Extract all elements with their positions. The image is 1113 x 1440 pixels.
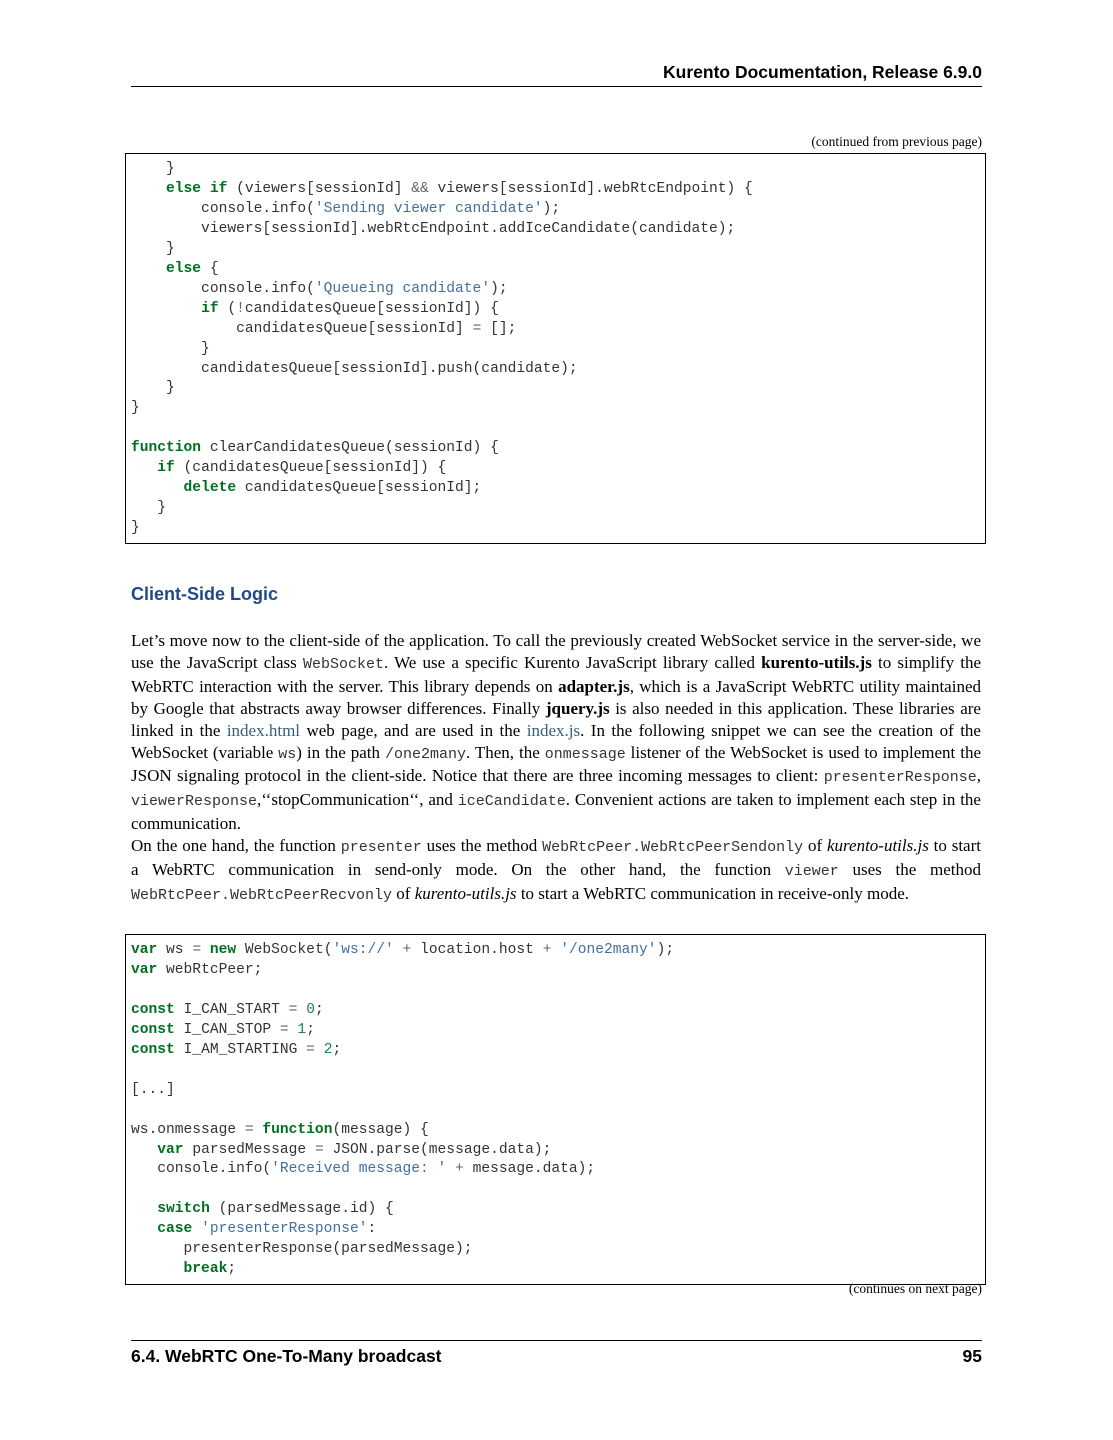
code-token: = bbox=[306, 1041, 315, 1058]
code-token: } bbox=[131, 240, 175, 257]
code-token: function bbox=[131, 440, 202, 457]
code-token: = bbox=[279, 1021, 289, 1038]
code-token: && bbox=[411, 180, 429, 197]
code-token: new bbox=[209, 942, 237, 958]
text-run: listener of the WebSocket is used to implement the JSON signaling protocol in the client-side. Notice that there are three incoming messages to client: bbox=[131, 742, 981, 786]
code-line bbox=[131, 1021, 980, 1041]
code-token: = bbox=[314, 1141, 324, 1158]
code-token bbox=[201, 181, 210, 197]
code-token: function bbox=[262, 1121, 333, 1138]
code-token: console.info( bbox=[131, 1161, 272, 1178]
code-token: console.info( bbox=[131, 280, 315, 297]
text-run: to simplify the WebRTC interaction with the server. This library depends on bbox=[131, 652, 982, 696]
code-token: 1 bbox=[297, 1021, 307, 1038]
code-line bbox=[131, 1240, 980, 1260]
code-token: (candidatesQueue[sessionId]) { bbox=[174, 460, 447, 477]
code-token: 0 bbox=[306, 1001, 315, 1018]
text-run: to start a WebRTC communication in send-only mode. On the other hand, the function bbox=[131, 836, 981, 879]
text-run: On the one hand, the function bbox=[131, 836, 341, 855]
code-token: (parsedMessage.id) { bbox=[209, 1201, 394, 1218]
code-token: } bbox=[131, 520, 140, 537]
text-run: /one2many bbox=[384, 745, 466, 763]
text-run: WebSocket bbox=[302, 655, 384, 673]
code-line bbox=[131, 499, 980, 519]
code-line bbox=[131, 200, 980, 220]
code-token: '/one2many' bbox=[560, 942, 657, 958]
code-line bbox=[131, 1141, 980, 1161]
code-token: { bbox=[201, 260, 219, 277]
code-line bbox=[131, 1121, 980, 1141]
code-token: viewers[sessionId].webRtcEndpoint) { bbox=[428, 180, 753, 197]
code-token: var bbox=[157, 1141, 184, 1158]
code-token: var bbox=[131, 961, 158, 978]
code-token: ! bbox=[236, 300, 245, 317]
text-run: presenter bbox=[340, 839, 422, 856]
text-run: Let’s move now to the client-side of the application. To call the previously created WebSocket service in the server-side, we use the JavaScript class bbox=[131, 631, 981, 672]
code-line bbox=[131, 379, 980, 399]
footer-rule bbox=[131, 1340, 982, 1341]
code-token: = bbox=[244, 1121, 254, 1138]
code-token: candidatesQueue[sessionId].push(candidate); bbox=[131, 360, 578, 377]
code-token bbox=[297, 1002, 306, 1018]
code-token: [...] bbox=[131, 1081, 175, 1098]
code-line bbox=[131, 1200, 980, 1220]
page-number: 95 bbox=[962, 1346, 982, 1366]
code-token bbox=[131, 1261, 184, 1277]
code-line bbox=[131, 459, 980, 479]
code-token: = bbox=[192, 942, 202, 958]
code-line bbox=[131, 419, 980, 439]
text-run: onmessage bbox=[544, 745, 626, 763]
text-run: WebRtcPeer.WebRtcPeerSendonly bbox=[542, 839, 804, 856]
code-token bbox=[131, 460, 157, 476]
code-token: ); bbox=[490, 280, 508, 297]
code-token: switch bbox=[157, 1201, 210, 1218]
paragraph-intro bbox=[131, 630, 981, 835]
code-token bbox=[551, 942, 560, 958]
code-line bbox=[131, 220, 980, 240]
code-token bbox=[131, 181, 166, 197]
code-line bbox=[131, 1101, 980, 1121]
code-line bbox=[131, 479, 980, 499]
code-token: + bbox=[542, 942, 552, 958]
code-token: JSON.parse(message.data); bbox=[323, 1141, 552, 1158]
code-token: 2 bbox=[323, 1041, 333, 1058]
code-token: 'ws://' bbox=[332, 942, 394, 958]
code-token: ; bbox=[306, 1021, 315, 1038]
code-token: ; bbox=[227, 1261, 237, 1278]
code-line bbox=[131, 240, 980, 260]
code-token: : bbox=[367, 1221, 377, 1238]
section-heading: Client-Side Logic bbox=[131, 584, 279, 604]
code-token: location.host bbox=[411, 942, 543, 958]
code-block-server bbox=[125, 153, 986, 544]
code-token: clearCandidatesQueue(sessionId) { bbox=[201, 440, 499, 457]
continued-from-note: (continued from previous page) bbox=[811, 134, 982, 149]
code-token: candidatesQueue[sessionId] bbox=[131, 320, 473, 337]
text-run: presenterResponse bbox=[823, 769, 977, 787]
code-token bbox=[131, 261, 166, 277]
code-token: ws bbox=[157, 942, 193, 958]
code-token bbox=[131, 1221, 157, 1237]
code-line bbox=[131, 160, 980, 180]
text-run: adapter.js bbox=[558, 676, 630, 696]
code-token: 'Sending viewer candidate' bbox=[314, 200, 543, 217]
code-token: ; bbox=[314, 1001, 324, 1018]
code-line bbox=[131, 941, 980, 961]
code-token: } bbox=[131, 500, 167, 517]
text-run: uses the method bbox=[421, 836, 543, 855]
code-token: presenterResponse(parsedMessage); bbox=[131, 1241, 473, 1258]
code-line bbox=[131, 180, 980, 200]
text-run: is also needed in this application. These libraries are linked in the bbox=[131, 698, 981, 740]
text-run: kurento-utils.js bbox=[761, 652, 872, 672]
code-token: + bbox=[455, 1161, 464, 1178]
code-token: 'Received message: ' bbox=[271, 1161, 447, 1178]
text-run: . We use a specific Kurento JavaScript library called bbox=[383, 652, 762, 672]
code-token: ); bbox=[542, 200, 561, 217]
code-line bbox=[131, 1260, 980, 1280]
code-token: const bbox=[131, 1001, 175, 1018]
code-token: (viewers[sessionId] bbox=[227, 180, 412, 197]
code-token: message.data); bbox=[463, 1161, 596, 1178]
code-token bbox=[192, 1221, 201, 1237]
text-run: jquery.js bbox=[545, 698, 610, 718]
code-token bbox=[394, 942, 403, 958]
text-run: , which is a JavaScript WebRTC utility maintained by Google that abstracts away browser differences. Finally bbox=[131, 676, 981, 718]
text-run: ws bbox=[278, 745, 297, 763]
code-token bbox=[315, 1042, 324, 1058]
code-line bbox=[131, 1061, 980, 1081]
code-token: else bbox=[166, 260, 202, 277]
code-line bbox=[131, 360, 980, 380]
text-run: to start a WebRTC communication in receive-only mode. bbox=[516, 883, 910, 903]
text-run: iceCandidate bbox=[457, 793, 566, 811]
code-token bbox=[131, 301, 201, 317]
code-token: + bbox=[402, 942, 412, 958]
code-line bbox=[131, 280, 980, 300]
text-run: viewerResponse bbox=[131, 793, 258, 811]
text-run: of bbox=[803, 836, 827, 855]
code-token: I_CAN_START bbox=[174, 1001, 289, 1018]
code-token: 'presenterResponse' bbox=[201, 1221, 368, 1238]
code-token bbox=[131, 1201, 157, 1217]
code-line bbox=[131, 981, 980, 1001]
code-line bbox=[131, 961, 980, 981]
text-run: WebRtcPeer.WebRtcPeerRecvonly bbox=[131, 886, 393, 904]
text-run: kurento-utils.js bbox=[827, 836, 929, 855]
text-run: uses the method bbox=[838, 859, 981, 879]
code-token bbox=[201, 942, 210, 958]
code-line bbox=[131, 320, 980, 340]
text-run: web page, and are used in the bbox=[300, 720, 527, 740]
code-token: 'Queueing candidate' bbox=[314, 280, 491, 297]
code-line bbox=[131, 300, 980, 320]
code-line bbox=[131, 1180, 980, 1200]
header-rule bbox=[131, 86, 982, 87]
code-line bbox=[131, 260, 980, 280]
text-run: , bbox=[976, 766, 981, 786]
code-line bbox=[131, 439, 980, 459]
code-line bbox=[131, 1160, 980, 1180]
code-line bbox=[131, 1041, 980, 1061]
code-token: var bbox=[131, 942, 158, 958]
code-token: = bbox=[288, 1001, 298, 1018]
code-token bbox=[446, 1161, 455, 1177]
code-token: I_CAN_STOP bbox=[174, 1021, 280, 1038]
code-token bbox=[131, 1142, 157, 1158]
code-token: WebSocket( bbox=[236, 942, 333, 958]
code-block-client bbox=[125, 934, 986, 1285]
text-run: . Then, the bbox=[465, 742, 545, 762]
code-token bbox=[131, 480, 184, 496]
code-token: parsedMessage bbox=[183, 1141, 315, 1158]
text-run: of bbox=[392, 883, 415, 903]
code-token: } bbox=[131, 340, 210, 357]
page-header-title: Kurento Documentation, Release 6.9.0 bbox=[663, 62, 982, 82]
code-line bbox=[131, 399, 980, 419]
text-run: . Convenient actions are taken to implement each step in the communication. bbox=[131, 790, 981, 834]
code-token: break bbox=[183, 1261, 228, 1278]
code-line bbox=[131, 519, 980, 539]
code-token: (message) { bbox=[332, 1121, 429, 1138]
code-token: []; bbox=[481, 320, 517, 337]
inline-link[interactable]: index.html bbox=[226, 720, 301, 740]
code-token: = bbox=[472, 320, 482, 337]
code-token: ws.onmessage bbox=[131, 1121, 245, 1138]
code-token: const bbox=[131, 1021, 175, 1038]
continues-on-note: (continues on next page) bbox=[848, 1281, 982, 1296]
paragraph-webrtcpeer bbox=[131, 835, 981, 907]
code-token: console.info( bbox=[131, 200, 315, 217]
text-run: ) in the path bbox=[296, 742, 385, 762]
code-line bbox=[131, 1081, 980, 1101]
code-token: viewers[sessionId].webRtcEndpoint.addIceCandidate(candidate); bbox=[131, 220, 736, 237]
footer-section-title: 6.4. WebRTC One-To-Many broadcast bbox=[131, 1346, 442, 1366]
code-token: if bbox=[209, 180, 228, 197]
code-token: const bbox=[131, 1041, 175, 1058]
code-token: candidatesQueue[sessionId]; bbox=[236, 480, 482, 497]
code-token: ( bbox=[218, 300, 237, 317]
code-line bbox=[131, 1001, 980, 1021]
code-token: case bbox=[157, 1221, 193, 1238]
code-token: } bbox=[131, 380, 175, 397]
code-token: delete bbox=[183, 480, 237, 497]
code-token: ; bbox=[332, 1041, 342, 1058]
code-token: } bbox=[131, 400, 140, 417]
code-line bbox=[131, 340, 980, 360]
text-run: kurento-utils.js bbox=[414, 883, 517, 903]
text-run: viewer bbox=[784, 862, 839, 880]
code-token: ); bbox=[656, 942, 675, 958]
code-token: candidatesQueue[sessionId]) { bbox=[244, 300, 499, 317]
code-token: I_AM_STARTING bbox=[174, 1041, 307, 1058]
text-run: ,‘‘stopCommunication‘‘, and bbox=[257, 790, 458, 810]
code-token: else bbox=[166, 180, 202, 197]
code-token: if bbox=[201, 300, 219, 317]
inline-link[interactable]: index.js bbox=[526, 720, 581, 740]
code-token: } bbox=[131, 161, 175, 177]
code-token: if bbox=[157, 460, 175, 477]
code-line bbox=[131, 1220, 980, 1240]
code-token: webRtcPeer; bbox=[157, 961, 263, 978]
text-run: . In the following snippet we can see the creation of the WebSocket (variable bbox=[131, 720, 981, 762]
